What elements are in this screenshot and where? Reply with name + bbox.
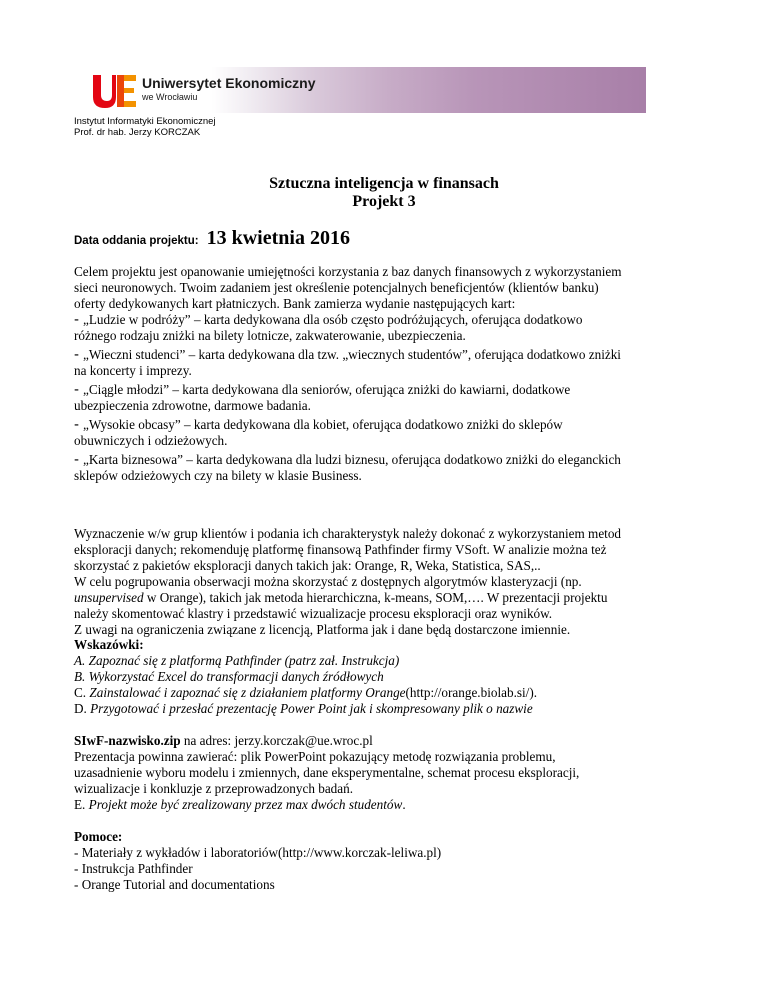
card-description: „Ludzie w podróży” – karta dedykowana dla osób często podróżujących, oferująca dodatkowo [83,312,583,327]
intro-section [74,264,704,487]
analysis-section [74,526,704,638]
submission-line: wizualizacje i konkluzje z przeprowadzonych badań. [74,781,354,796]
hint-d [74,701,704,717]
deadline-date: 13 kwietnia 2016 [206,227,350,249]
card-description: na koncerty i imprezy. [74,363,192,378]
hint-text: Zainstalować i zapoznać się z działaniem platformy Orange [89,685,406,700]
card-description: „Ciągle młodzi” – karta dedykowana dla seniorów, oferująca zniżki do kawiarni, dodatkowe [83,382,571,397]
list-dash: - [74,416,79,433]
list-dash: - [74,451,79,468]
list-dash: - [74,346,79,363]
hint-prefix: D. [74,701,91,716]
card-description: różnego rodzaju zniżki na bilety lotnicze, zakwaterowanie, ubezpieczenia. [74,328,466,343]
resource-item-orange: - Orange Tutorial and documentations [74,877,275,892]
university-banner [74,67,646,113]
project-number: Projekt 3 [352,193,416,210]
card-description: obuwniczych i odzieżowych. [74,433,228,448]
analysis-line: eksploracji danych; rekomenduję platformę finansową Pathfinder firmy VSoft. W analizie można też [74,542,607,557]
email-address[interactable]: na adres: jerzy.korczak@ue.wroc.pl [180,733,373,748]
card-item-students [74,347,704,379]
card-item-business [74,452,704,484]
hint-prefix: E. [74,797,89,812]
analysis-line: Wyznaczenie w/w grup klientów i podania ich charakterystyk należy dokonać z wykorzystaniem metod [74,526,622,541]
zip-filename: SIwF-nazwisko.zip [74,733,181,748]
unsupervised-term: unsupervised [74,590,144,605]
hint-text: Projekt może być zrealizowany przez max dwóch studentów [88,797,403,812]
hint-c [74,685,704,701]
card-item-seniors [74,382,704,414]
deadline [74,227,350,250]
intro-line: oferty dedykowanych kart płatniczych. Bank zamierza wydanie następujących kart: [74,296,516,311]
hint-e [74,797,704,813]
analysis-line [74,590,704,606]
analysis-line: Z uwagi na ograniczenia związane z licencją, Platforma jak i dane będą dostarczone imiennie. [74,622,571,637]
analysis-line: skorzystać z pakietów eksploracji danych takich jak: Orange, R, Weka, Statistica, SAS,.. [74,558,541,573]
card-description: ubezpieczenia zdrowotne, darmowe badania. [74,398,311,413]
intro-line: Celem projektu jest opanowanie umiejętności korzystania z baz danych finansowych z wykorzystaniem [74,264,622,279]
submission-line: uzasadnienie wyboru modelu i zmiennych, dane eksperymentalne, schemat procesu eksploracji, [74,765,580,780]
card-description: „Wysokie obcasy” – karta dedykowana dla kobiet, oferująca dodatkowo zniżki do sklepów [83,417,563,432]
hints-section [74,637,704,717]
resource-item-lectures[interactable]: - Materiały z wykładów i laboratoriów(http://www.korczak-leliwa.pl) [74,845,442,860]
submission-line [74,733,704,749]
hint-b: B. Wykorzystać Excel do transformacji danych źródłowych [74,669,384,684]
submission-section [74,733,704,813]
university-city: we Wrocławiu [142,92,198,102]
hint-text: Przygotować i przesłać prezentację Power Point jak i skompresowany plik o nazwie [90,701,533,716]
card-item-travel [74,312,704,344]
resources-section [74,829,704,893]
submission-line: Prezentacja powinna zawierać: plik PowerPoint pokazujący metodę rozwiązania problemu, [74,749,556,764]
analysis-text: w Orange), takich jak metoda hierarchiczna, k-means, SOM,…. W prezentacji projektu [143,590,608,605]
list-dash: - [74,311,79,328]
card-description: sklepów odzieżowych czy na bilety w klasie Business. [74,468,362,483]
document-title: Sztuczna inteligencja w finansach [269,175,499,192]
hints-heading: Wskazówki: [74,637,144,652]
intro-line: sieci neuronowych. Twoim zadaniem jest określenie potencjalnych beneficjentów (klientów banku) [74,280,599,295]
analysis-line: należy skomentować klastry i przedstawić wizualizacje procesu eksploracji oraz wyników. [74,606,553,621]
hint-end: . [402,797,406,812]
hint-prefix: C. [74,685,90,700]
list-dash: - [74,381,79,398]
deadline-label: Data oddania projektu: [74,235,199,247]
resources-heading: Pomoce: [74,829,123,844]
card-description: „Karta biznesowa” – karta dedykowana dla ludzi biznesu, oferująca dodatkowo zniżki do eleganckich [83,452,621,467]
hint-a: A. Zapoznać się z platformą Pathfinder (patrz zał. Instrukcja) [74,653,400,668]
professor-name: Prof. dr hab. Jerzy KORCZAK [74,127,201,138]
card-item-women [74,417,704,449]
analysis-line: W celu pogrupowania obserwacji można skorzystać z dostępnych algorytmów klasteryzacji (np. [74,574,582,589]
university-logo-icon [90,71,138,109]
resource-item-pathfinder: - Instrukcja Pathfinder [74,861,193,876]
card-description: „Wieczni studenci” – karta dedykowana dla tzw. „wiecznych studentów”, oferująca dodatkowo zniżki [83,347,621,362]
institute-name: Instytut Informatyki Ekonomicznej [74,116,216,127]
orange-link[interactable]: (http://orange.biolab.si/). [405,685,538,700]
university-name: Uniwersytet Ekonomiczny [142,75,316,91]
